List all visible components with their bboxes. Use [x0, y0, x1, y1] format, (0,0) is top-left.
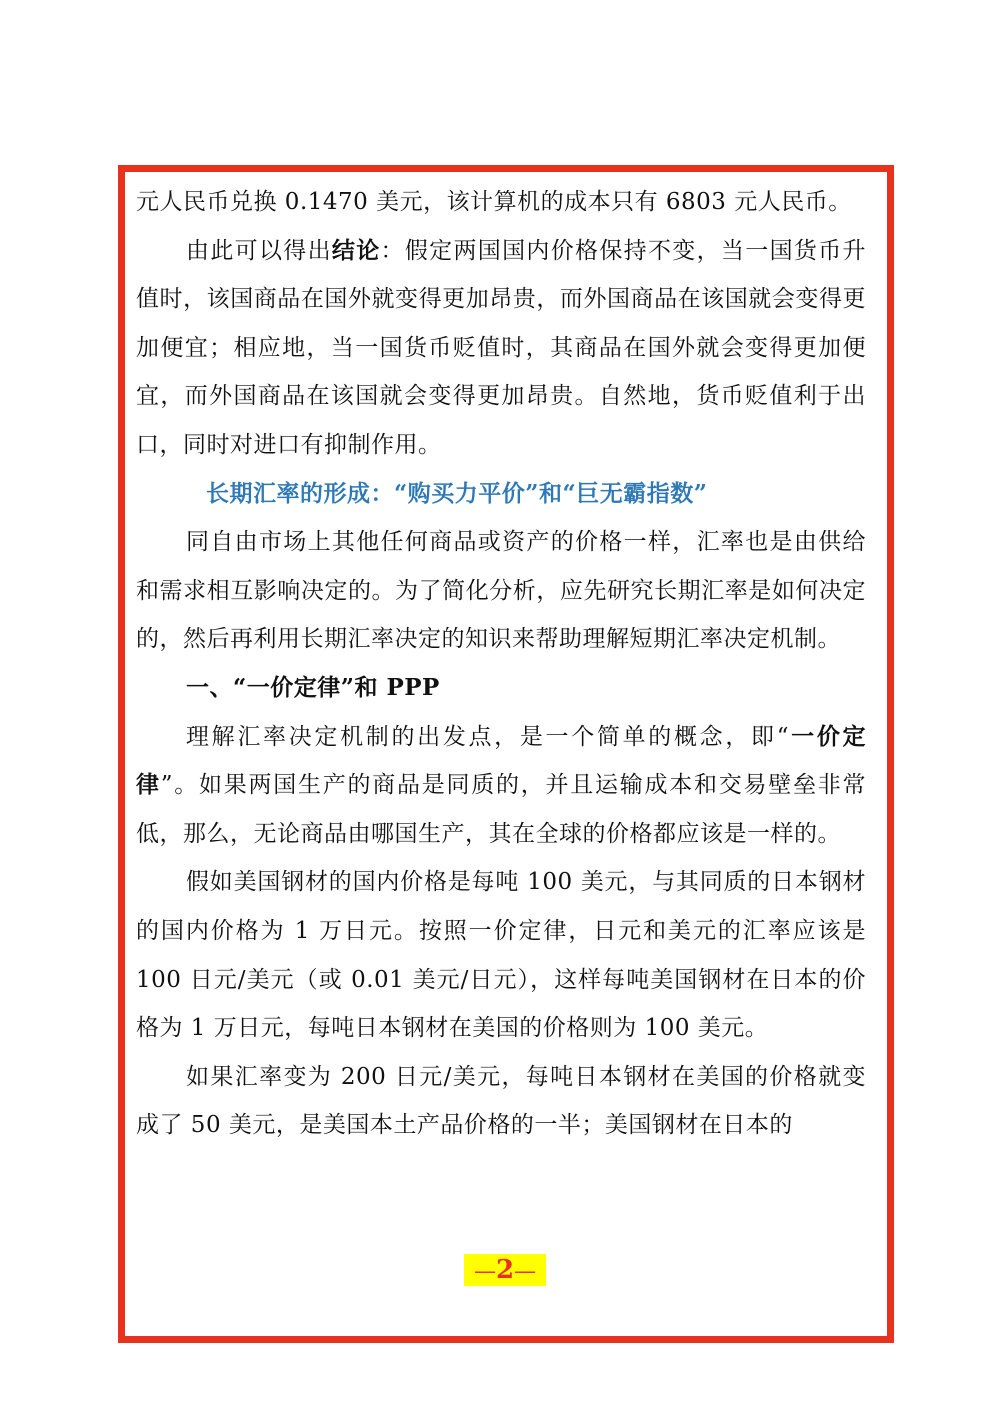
page-number-badge	[464, 1254, 546, 1286]
paragraph-exchange-change: 如果汇率变为 200 日元/美元，每吨日本钢材在美国的价格就变成了 50 美元，是美国本土产品价格的一半；美国钢材在日本的	[136, 1063, 866, 1139]
section-heading: 长期汇率的形成：“购买力平价”和“巨无霸指数”	[206, 479, 708, 507]
paragraph-law-of-one-price	[136, 713, 866, 859]
paragraph-3: 同自由市场上其他任何商品或资产的价格一样，汇率也是由供给和需求相互影响决定的。为了简化分析，应先研究长期汇率是如何决定的，然后再利用长期汇率决定的知识来帮助理解短期汇率决定机制。	[136, 529, 866, 653]
law-keyword: 一价定律	[136, 722, 866, 799]
document-body	[136, 178, 866, 1150]
paragraph-steel-example: 假如美国钢材的国内价格是每吨 100 美元，与其同质的日本钢材的国内价格为 1 万日元。按照一价定律，日元和美元的汇率应该是 100 日元/美元（或 0.01 美元/日元），这样每吨美国钢材在日本的价格为 1 万日元，每吨日本钢材在美国的价格则为 100 美元。	[136, 869, 866, 1042]
law-intro: 理解汇率决定机制的出发点，是一个简单的概念，即“	[186, 723, 789, 750]
conclusion-text: ：假定两国国内价格保持不变，当一国货币升值时，该国商品在国外就变得更加昂贵，而外国商品在该国就会变得更加便宜；相应地，当一国货币贬值时，其商品在国外就会变得更加便宜，而外国商品在该国就会变得更加昂贵。自然地，货币贬值利于出口，同时对进口有抑制作用。	[136, 237, 867, 458]
paragraph-conclusion	[136, 227, 866, 470]
conclusion-keyword: 结论	[331, 236, 381, 264]
page-dash-right: —	[514, 1259, 537, 1284]
page-dash-left: —	[473, 1259, 496, 1284]
page-number: 2	[495, 1255, 515, 1285]
subsection-heading: 一、“一价定律”和 PPP	[186, 673, 440, 701]
law-text: ”。如果两国生产的商品是同质的，并且运输成本和交易壁垒非常低，那么，无论商品由哪国生产，其在全球的价格都应该是一样的。	[136, 772, 866, 847]
conclusion-intro: 由此可以得出	[186, 237, 332, 264]
paragraph-1: 元人民币兑换 0.1470 美元，该计算机的成本只有 6803 元人民币。	[136, 189, 852, 215]
